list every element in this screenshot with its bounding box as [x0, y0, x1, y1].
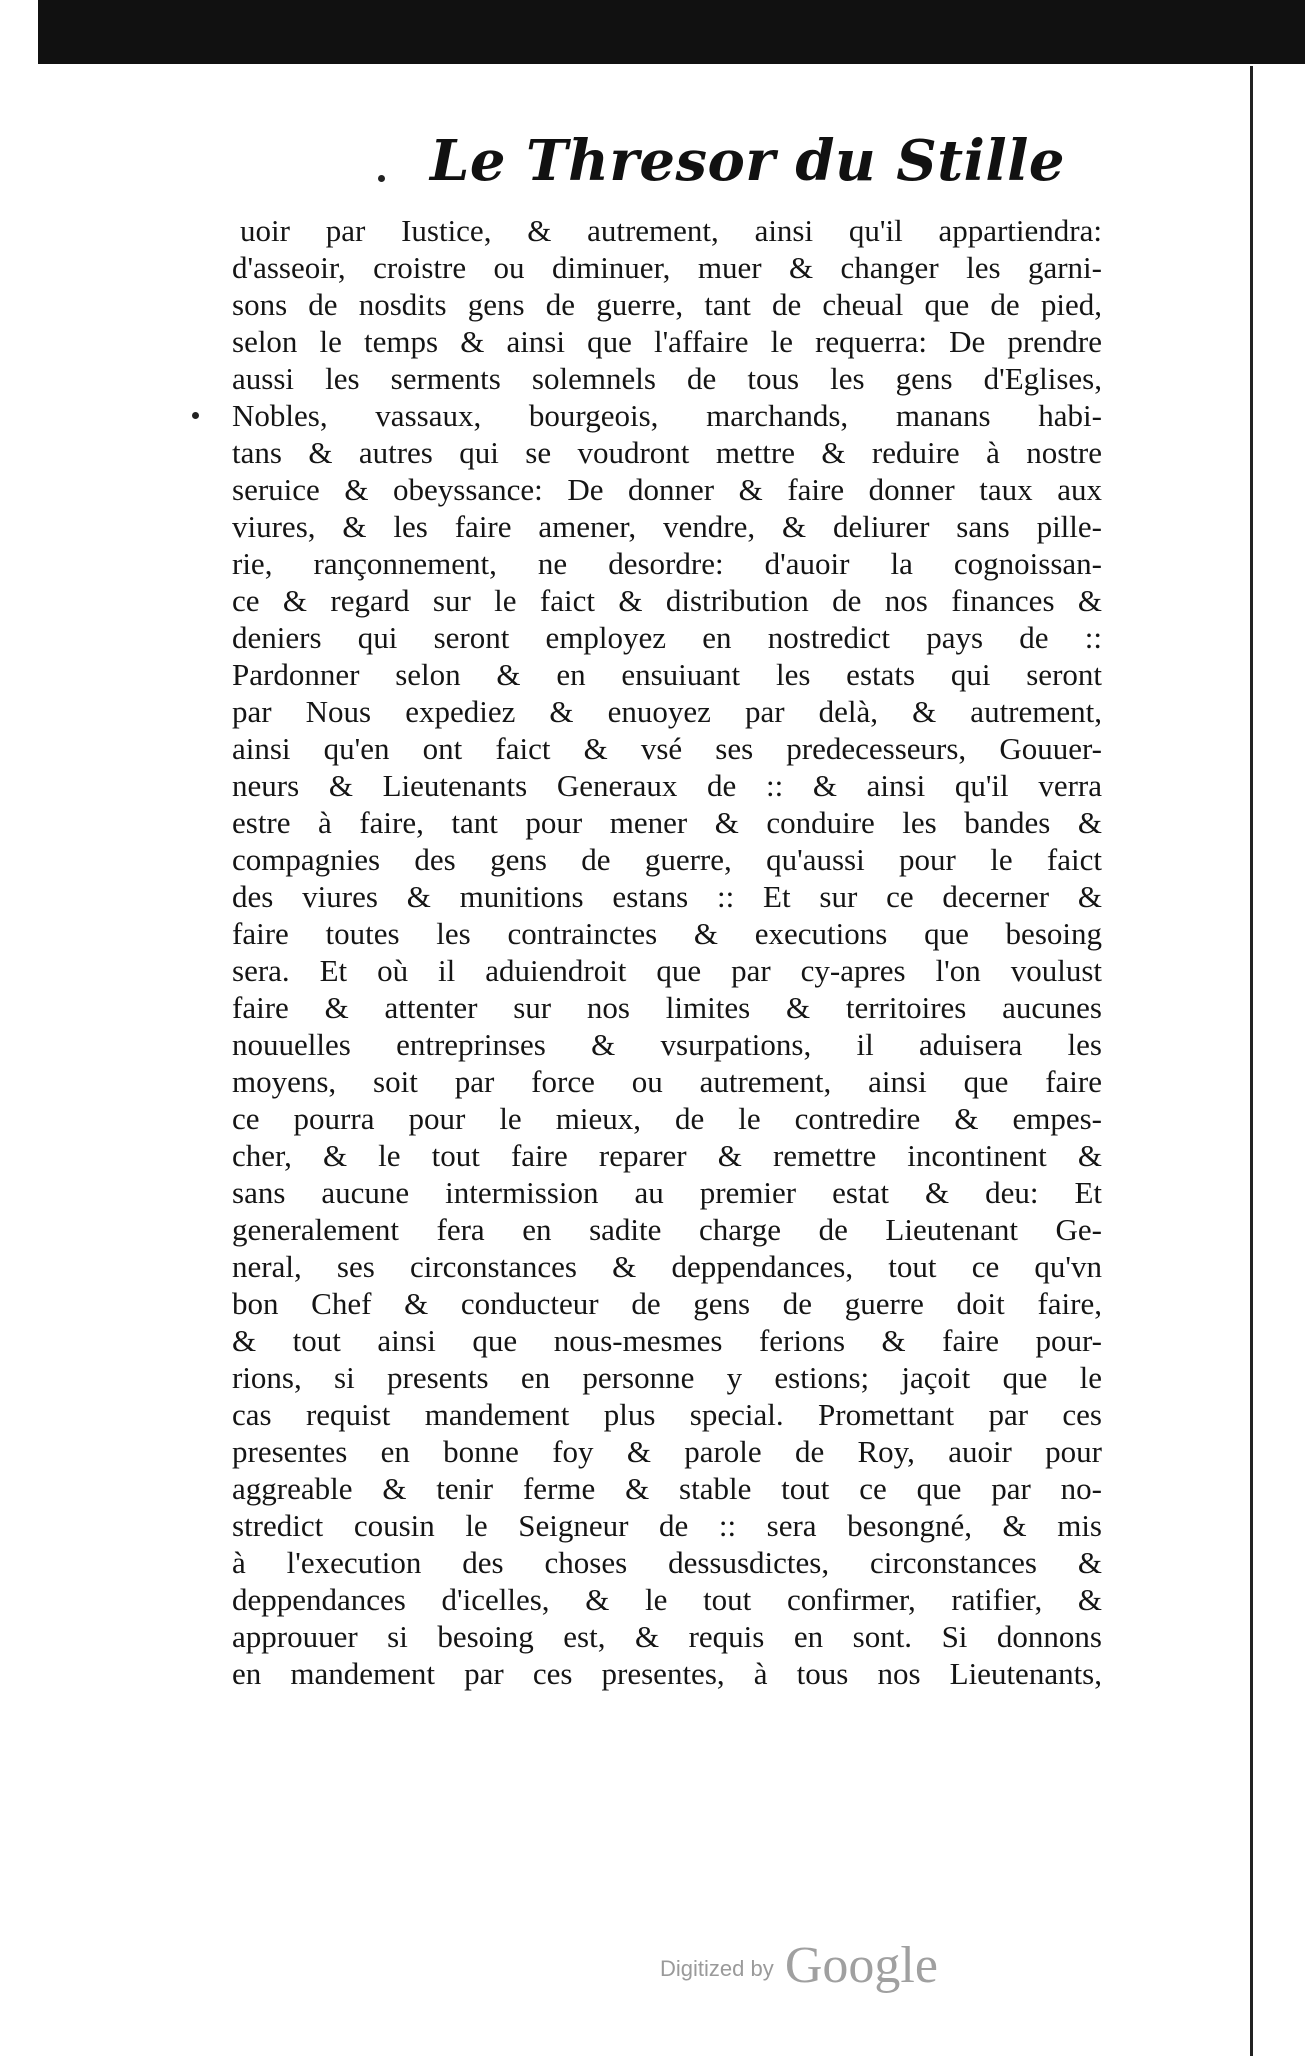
- text-line: neral, ses circonstances & deppendances, tout ce qu'vn: [232, 1249, 1102, 1284]
- text-line: nouuelles entreprinses & vsurpations, il aduisera les: [232, 1027, 1102, 1062]
- text-line: deppendances d'icelles, & le tout confirmer, ratifier, &: [232, 1582, 1102, 1617]
- digitization-watermark: [660, 1936, 1000, 1995]
- text-line: stredict cousin le Seigneur de :: sera besongné, & mis: [232, 1508, 1102, 1543]
- text-line: cas requist mandement plus special. Promettant par ces: [232, 1397, 1102, 1432]
- text-line: en mandement par ces presentes, à tous nos Lieutenants,: [232, 1656, 1102, 1691]
- text-line: seruice & obeyssance: De donner & faire donner taux aux: [232, 472, 1102, 507]
- text-line: à l'execution des choses dessusdictes, circonstances &: [232, 1545, 1102, 1580]
- text-line: aussi les serments solemnels de tous les gens d'Eglises,: [232, 361, 1102, 396]
- text-line: compagnies des gens de guerre, qu'aussi pour le faict: [232, 842, 1102, 877]
- text-line: generalement fera en sadite charge de Lieutenant Ge-: [232, 1212, 1102, 1247]
- text-line: rions, si presents en personne y estions; jaçoit que le: [232, 1360, 1102, 1395]
- text-line: bon Chef & conducteur de gens de guerre doit faire,: [232, 1286, 1102, 1321]
- text-line: par Nous expediez & enuoyez par delà, & autrement,: [232, 694, 1102, 729]
- margin-ink-dot: [192, 412, 199, 419]
- text-line: faire toutes les contrainctes & executions que besoing: [232, 916, 1102, 951]
- text-line: d'asseoir, croistre ou diminuer, muer & changer les garni-: [232, 250, 1102, 285]
- text-line: deniers qui seront employez en nostredict pays de ::: [232, 620, 1102, 655]
- text-line: des viures & munitions estans :: Et sur ce decerner &: [232, 879, 1102, 914]
- text-line: cher, & le tout faire reparer & remettre incontinent &: [232, 1138, 1102, 1173]
- text-line: approuuer si besoing est, & requis en sont. Si donnons: [232, 1619, 1102, 1654]
- scan-right-edge: [1250, 66, 1253, 2056]
- body-text: [232, 212, 1102, 1692]
- text-line: ce pourra pour le mieux, de le contredire & empes-: [232, 1101, 1102, 1136]
- text-line: aggreable & tenir ferme & stable tout ce que par no-: [232, 1471, 1102, 1506]
- text-line: faire & attenter sur nos limites & territoires aucunes: [232, 990, 1102, 1025]
- text-line: & tout ainsi que nous-mesmes ferions & faire pour-: [232, 1323, 1102, 1358]
- text-line: Pardonner selon & en ensuiuant les estats qui seront: [232, 657, 1102, 692]
- text-line: Nobles, vassaux, bourgeois, marchands, manans habi-: [232, 398, 1102, 433]
- text-line: uoir par Iustice, & autrement, ainsi qu'il appartiendra:: [240, 213, 1102, 248]
- text-line: sans aucune intermission au premier estat & deu: Et: [232, 1175, 1102, 1210]
- text-line: estre à faire, tant pour mener & conduire les bandes &: [232, 805, 1102, 840]
- text-line: selon le temps & ainsi que l'affaire le requerra: De prendre: [232, 324, 1102, 359]
- text-line: tans & autres qui se voudront mettre & reduire à nostre: [232, 435, 1102, 470]
- text-line: moyens, soit par force ou autrement, ainsi que faire: [232, 1064, 1102, 1099]
- text-line: ainsi qu'en ont faict & vsé ses predecesseurs, Gouuer-: [232, 731, 1102, 766]
- text-line: ce & regard sur le faict & distribution de nos finances &: [232, 583, 1102, 618]
- watermark-prefix: Digitized by: [660, 1956, 774, 1981]
- text-line: neurs & Lieutenants Generaux de :: & ainsi qu'il verra: [232, 768, 1102, 803]
- text-line: sons de nosdits gens de guerre, tant de cheual que de pied,: [232, 287, 1102, 322]
- scan-top-border: [38, 0, 1305, 64]
- page-running-header: Le Thresor du Stille: [430, 128, 1066, 194]
- text-line: rie, rançonnement, ne desordre: d'auoir la cognoissan-: [232, 546, 1102, 581]
- text-line: sera. Et où il aduiendroit que par cy-apres l'on voulust: [232, 953, 1102, 988]
- text-line: presentes en bonne foy & parole de Roy, auoir pour: [232, 1434, 1102, 1469]
- header-ink-dot: [378, 175, 385, 182]
- watermark-brand-logo: Google: [784, 1937, 938, 1994]
- text-line: viures, & les faire amener, vendre, & deliurer sans pille-: [232, 509, 1102, 544]
